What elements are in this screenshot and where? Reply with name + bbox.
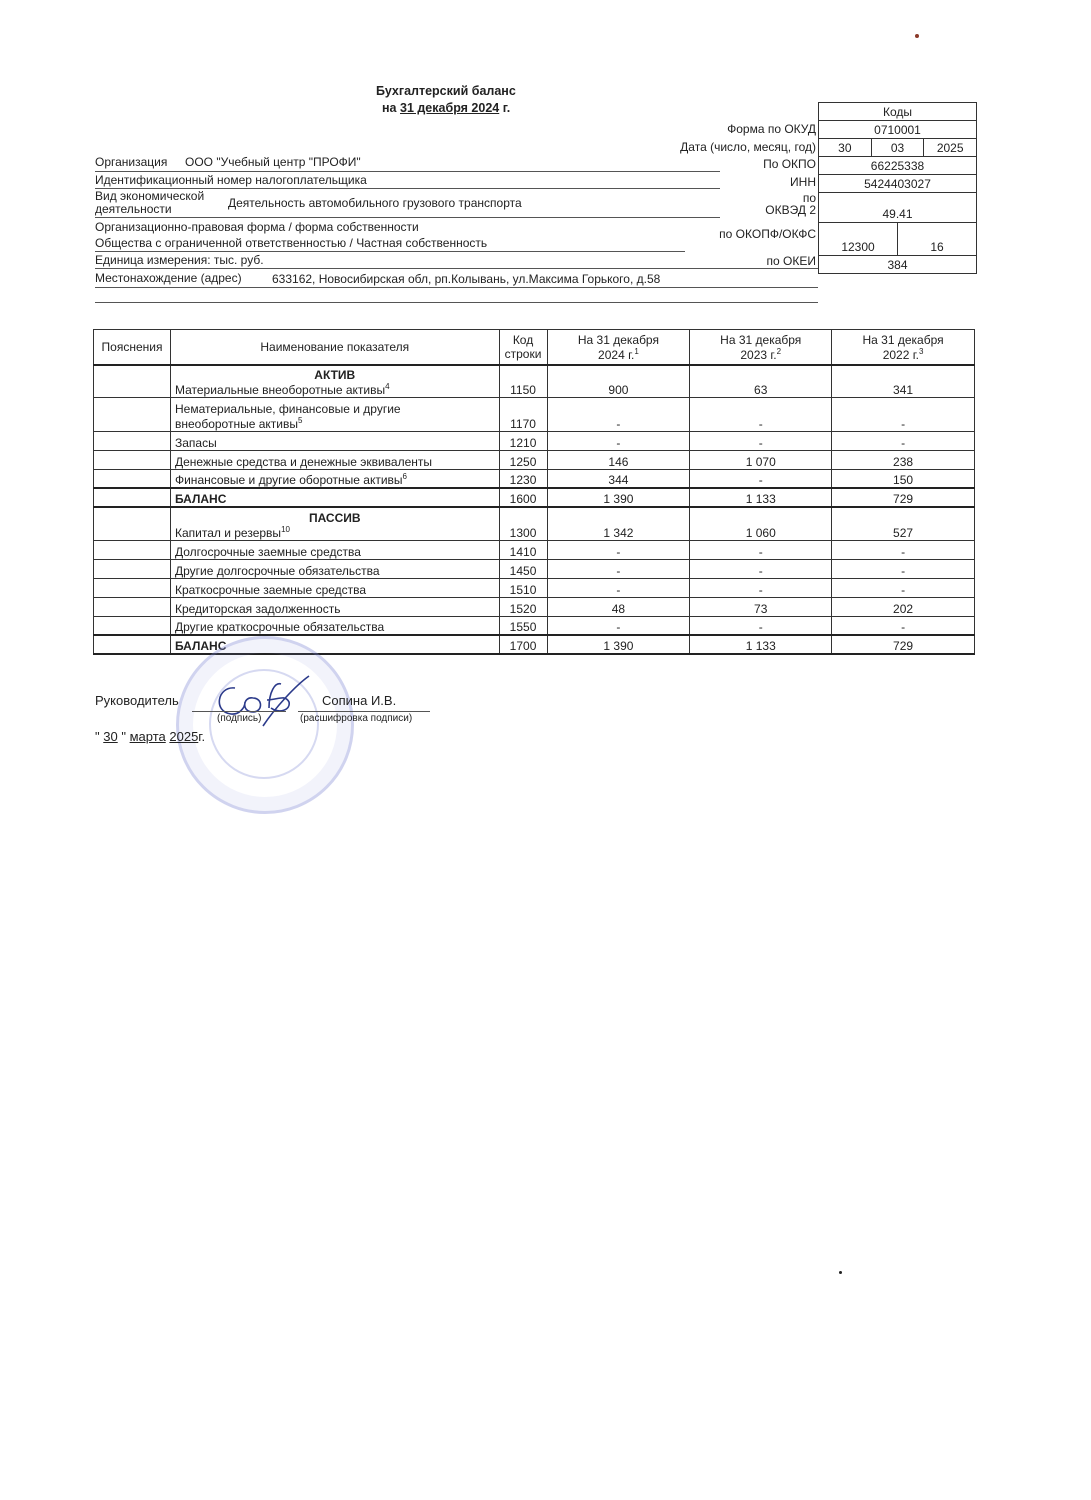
org-value: ООО "Учебный центр "ПРОФИ" [185, 155, 361, 169]
okud-label: Форма по ОКУД [727, 122, 816, 136]
address-label: Местонахождение (адрес) [95, 271, 242, 285]
table-row: Другие долгосрочные обязательства 1450 - - - [94, 559, 975, 578]
scan-speck [915, 34, 919, 38]
sign-date: " 30 " марта 2025г. [95, 729, 206, 744]
signer-name: Сопина И.В. [322, 693, 397, 708]
okopf-label: по ОКОПФ/ОКФС [719, 227, 816, 241]
inn-label: Идентификационный номер налогоплательщика [95, 173, 367, 187]
activity-label-2: деятельности [95, 202, 172, 216]
okopf-value: 12300 [841, 240, 875, 254]
handwritten-signature [205, 668, 315, 736]
okud-value: 0710001 [874, 122, 921, 137]
form-label: Организационно-правовая форма / форма собственности [95, 220, 419, 234]
okei-value: 384 [887, 257, 908, 272]
col-period-3: На 31 декабря 2022 г.$^3$ [832, 330, 975, 366]
sign-year: 2025 [169, 729, 199, 744]
table-row: Запасы 1210 - - - [94, 431, 975, 450]
okved-value: 49.41 [882, 207, 913, 221]
document-date [382, 101, 510, 115]
table-row: АКТИВ Материальные внеоборотные активы$^4$ 1150 900 63 341 [94, 365, 975, 397]
activity-value: Деятельность автомобильного грузового транспорта [228, 196, 522, 210]
signer-role: Руководитель [95, 693, 179, 708]
table-row: ПАССИВ Капитал и резервы$^{10}$ 1300 1 342 1 060 527 [94, 507, 975, 540]
activity-label-1: Вид экономической [95, 189, 205, 203]
table-row: Финансовые и другие оборотные активы$^6$ 1230 344 - 150 [94, 469, 975, 488]
date-day: 30 [838, 140, 852, 155]
table-row: Нематериальные, финансовые и другие внеоборотные активы$^5$ 1170 - - - [94, 397, 975, 431]
col-period-1: На 31 декабря 2024 г.$^1$ [547, 330, 690, 366]
okved-label-1: по [802, 191, 816, 205]
section-active: АКТИВ [314, 367, 356, 382]
document-title: Бухгалтерский баланс [376, 84, 516, 98]
section-passive: ПАССИВ [308, 510, 361, 525]
table-row: Кредиторская задолженность 1520 48 73 202 [94, 597, 975, 616]
okpo-value: 66225338 [870, 158, 925, 173]
col-period-2: На 31 декабря 2023 г.$^2$ [690, 330, 832, 366]
codes-box [818, 102, 977, 274]
decode-caption: (расшифровка подписи) [300, 713, 413, 724]
date-prefix: на [382, 101, 397, 115]
inn-code-label: ИНН [790, 175, 816, 189]
okei-label: по ОКЕИ [766, 254, 816, 268]
scan-speck [839, 1271, 842, 1274]
okved-label-2: ОКВЭД 2 [765, 203, 816, 217]
unit-label: Единица измерения: тыс. руб. [95, 253, 264, 267]
date-value: 31 декабря 2024 [400, 101, 500, 115]
col-name: Наименование показателя [170, 330, 499, 366]
table-row-balance-passive: БАЛАНС 1700 1 390 1 133 729 [94, 635, 975, 654]
table-row: Долгосрочные заемные средства 1410 - - - [94, 540, 975, 559]
table-row: Краткосрочные заемные средства 1510 - - - [94, 578, 975, 597]
table-header-row [94, 330, 975, 366]
date-label: Дата (число, месяц, год) [680, 140, 816, 154]
table-row-balance-active: БАЛАНС 1600 1 390 1 133 729 [94, 488, 975, 507]
balance-table [93, 329, 975, 655]
inn-value: 5424403027 [864, 176, 931, 191]
codes-header: Коды [882, 104, 913, 119]
table-row: Другие краткосрочные обязательства 1550 - - - [94, 616, 975, 635]
date-month: 03 [871, 139, 924, 156]
address-value: 633162, Новосибирская обл, рп.Колывань, ул.Максима Горького, д.58 [272, 272, 661, 286]
col-notes: Пояснения [94, 330, 171, 366]
sign-caption: (подпись) [217, 713, 262, 724]
col-code: Код строки [499, 330, 547, 366]
okfs-value: 16 [897, 222, 976, 256]
table-row: Денежные средства и денежные эквиваленты 1250 146 1 070 238 [94, 450, 975, 469]
sign-day: 30 [103, 729, 118, 744]
date-suffix: г. [502, 101, 511, 115]
form-value: Общества с ограниченной ответственностью / Частная собственность [95, 236, 488, 250]
okpo-label: По ОКПО [763, 157, 816, 171]
org-label: Организация [95, 155, 168, 169]
sign-month: марта [129, 729, 166, 744]
date-year: 2025 [923, 139, 976, 156]
